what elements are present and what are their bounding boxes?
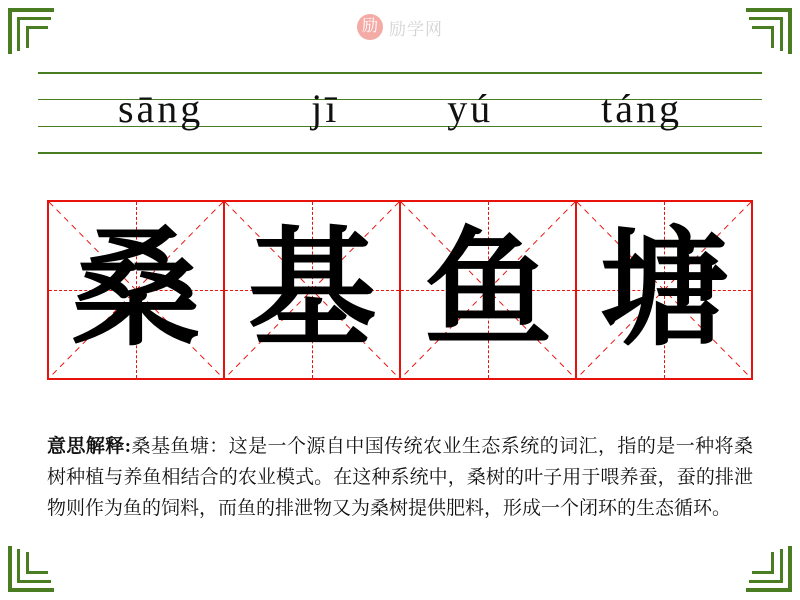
pinyin-syllable: yú bbox=[447, 86, 494, 131]
site-watermark bbox=[357, 14, 443, 40]
explanation-text: 桑基鱼塘：这是一个源自中国传统农业生态系统的词汇，指的是一种将桑树种植与养鱼相结合的农业模式。在这种系统中，桑树的叶子用于喂养蚕，蚕的排泄物则作为鱼的饲料，而鱼的排泄物又为桑树提供肥料，形成一个闭环的生态循环。 bbox=[47, 436, 753, 519]
pinyin-syllable: jī bbox=[311, 86, 340, 131]
character-cell bbox=[399, 200, 577, 380]
character-cell bbox=[223, 200, 401, 380]
character-cell bbox=[575, 200, 753, 380]
character-grid bbox=[47, 200, 753, 380]
corner-ornament-bottom-right bbox=[746, 546, 792, 592]
pinyin-syllable: sāng bbox=[117, 86, 204, 131]
site-logo-icon: 励 bbox=[357, 14, 383, 40]
corner-ornament-top-right bbox=[746, 8, 792, 54]
character-glyph: 桑 bbox=[71, 219, 201, 361]
pinyin-row bbox=[38, 72, 762, 154]
site-name-label: 励学网 bbox=[389, 19, 443, 39]
character-cell bbox=[47, 200, 225, 380]
character-glyph: 塘 bbox=[599, 219, 729, 361]
corner-ornament-top-left bbox=[8, 8, 54, 54]
explanation-block bbox=[47, 432, 753, 524]
pinyin-staff bbox=[38, 72, 762, 154]
explanation-label: 意思解释: bbox=[47, 436, 132, 457]
character-glyph: 基 bbox=[247, 219, 377, 361]
character-glyph: 鱼 bbox=[423, 219, 553, 361]
corner-ornament-bottom-left bbox=[8, 546, 54, 592]
pinyin-syllable: táng bbox=[601, 86, 683, 131]
